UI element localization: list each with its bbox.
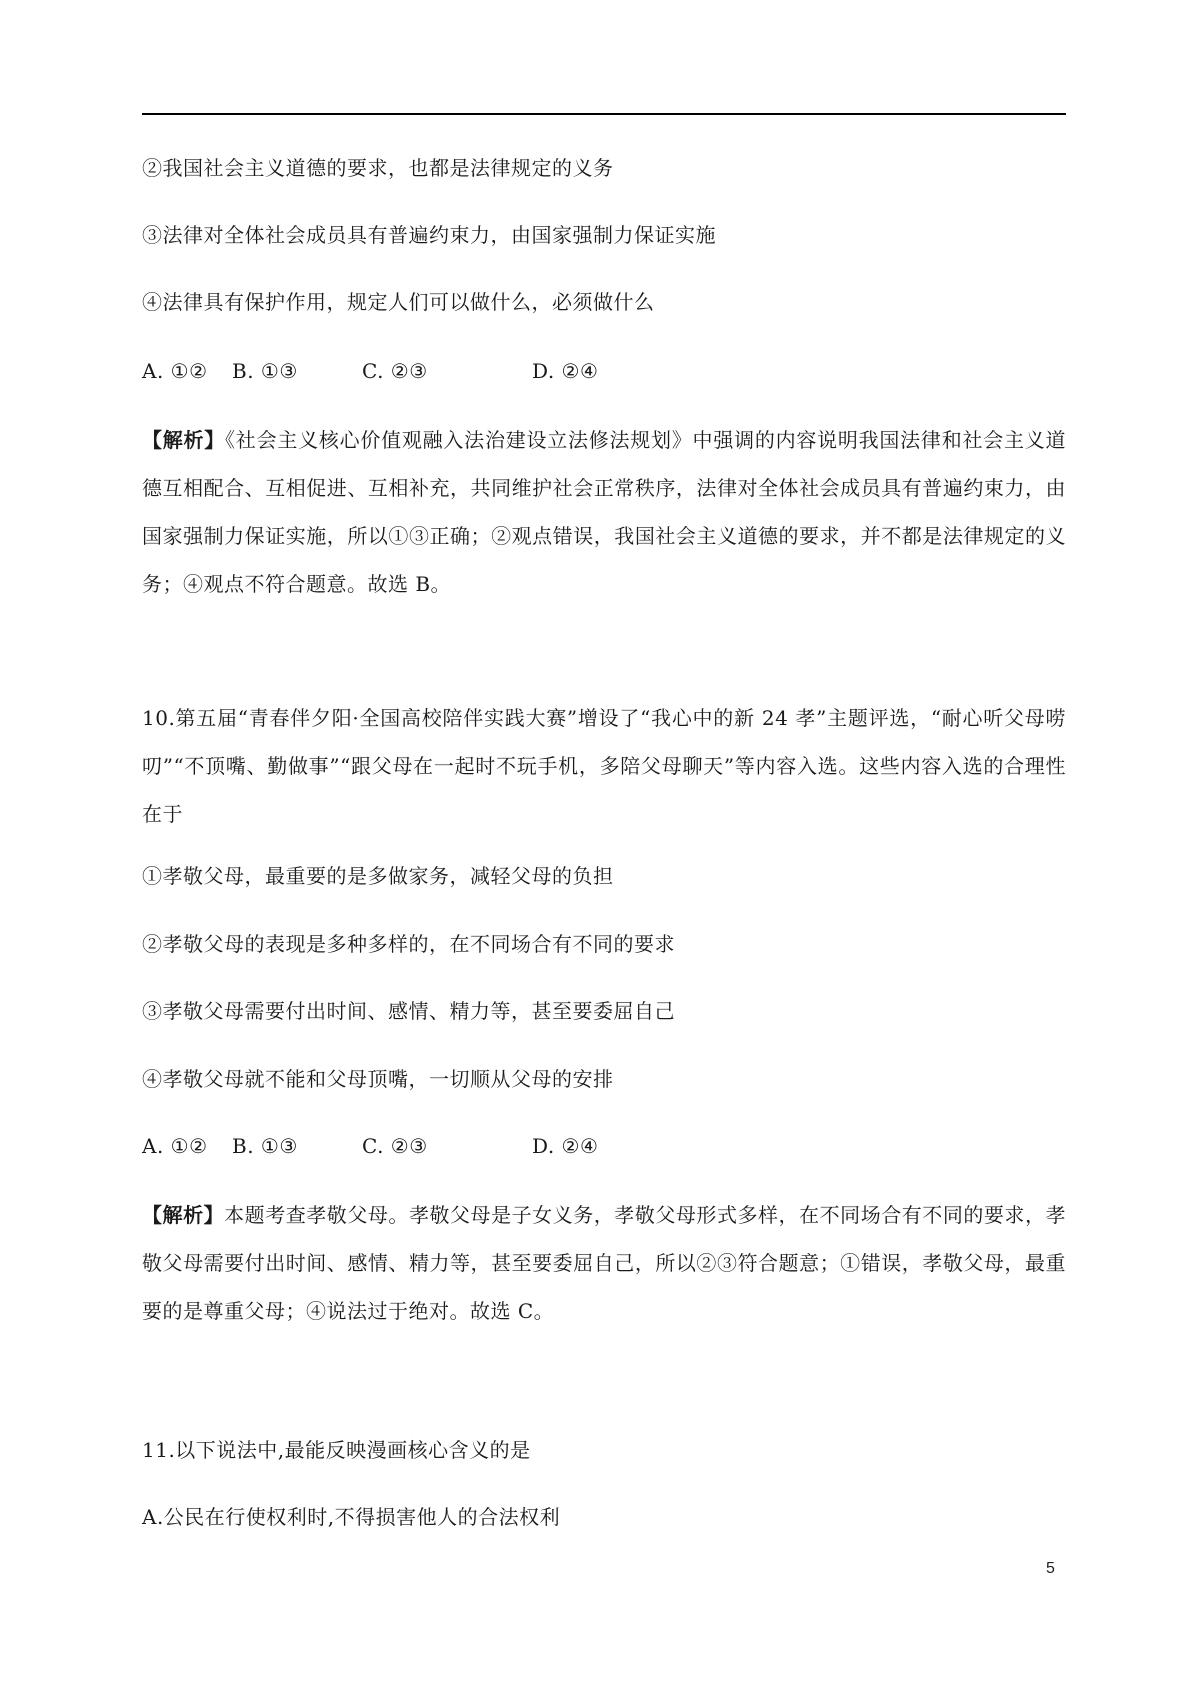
q10-statement-3: ③孝敬父母需要付出时间、感情、精力等，甚至要委屈自己 <box>142 999 675 1023</box>
q9-analysis-text: 《社会主义核心价值观融入法治建设立法修法规划》中强调的内容说明我国法律和社会主义道德互相配合、互相促进、互相补充，共同维护社会正常秩序，法律对全体社会成员具有普遍约束力，由国家强制力保证实施，所以①③正确；②观点错误，我国社会主义道德的要求，并不都是法律规定的义务；④观点不符合题意。故选 B。 <box>142 428 1067 596</box>
q9-statement-4: ④法律具有保护作用，规定人们可以做什么，必须做什么 <box>142 290 655 314</box>
q9-option-d: D. ②④ <box>532 359 599 383</box>
q10-statement-2: ②孝敬父母的表现是多种多样的，在不同场合有不同的要求 <box>142 932 675 956</box>
q10-analysis-text: 本题考查孝敬父母。孝敬父母是子女义务，孝敬父母形式多样，在不同场合有不同的要求，孝敬父母需要付出时间、感情、精力等，甚至要委屈自己，所以②③符合题意；①错误，孝敬父母，最重要的是尊重父母；④说法过于绝对。故选 C。 <box>142 1203 1067 1323</box>
q10-statement-4: ④孝敬父母就不能和父母顶嘴，一切顺从父母的安排 <box>142 1067 614 1091</box>
q10-stem: 10.第五届“青春伴夕阳·全国高校陪伴实践大赛”增设了“我心中的新 24 孝”主题评选，“耐心听父母唠叨”“不顶嘴、勤做事”“跟父母在一起时不玩手机，多陪父母聊天”等内容入选。这些内容入选的合理性在于 <box>142 706 1066 826</box>
q10-option-d: D. ②④ <box>532 1134 599 1158</box>
q9-analysis <box>142 416 1066 608</box>
q9-analysis-label: 【解析】 <box>142 428 226 452</box>
q9-options <box>142 359 598 383</box>
q10-option-a: A. ①② <box>142 1134 208 1158</box>
q9-option-a: A. ①② <box>142 359 208 383</box>
q10-option-c: C. ②③ <box>362 1134 428 1158</box>
header-rule <box>142 113 1066 115</box>
q10-analysis-label: 【解析】 <box>142 1203 225 1227</box>
q10-options <box>142 1134 598 1158</box>
q10-option-b: B. ①③ <box>232 1134 298 1158</box>
q9-statement-2: ②我国社会主义道德的要求，也都是法律规定的义务 <box>142 156 614 180</box>
q10-statement-1: ①孝敬父母，最重要的是多做家务，减轻父母的负担 <box>142 864 614 888</box>
q9-statement-3: ③法律对全体社会成员具有普遍约束力，由国家强制力保证实施 <box>142 223 716 247</box>
q9-option-c: C. ②③ <box>362 359 428 383</box>
q10-analysis <box>142 1191 1066 1335</box>
q9-option-b: B. ①③ <box>232 359 298 383</box>
q11-stem: 11.以下说法中,最能反映漫画核心含义的是 <box>142 1438 531 1462</box>
q11-option-a: A.公民在行使权利时,不得损害他人的合法权利 <box>142 1505 561 1529</box>
page-number: 5 <box>1046 1560 1055 1577</box>
